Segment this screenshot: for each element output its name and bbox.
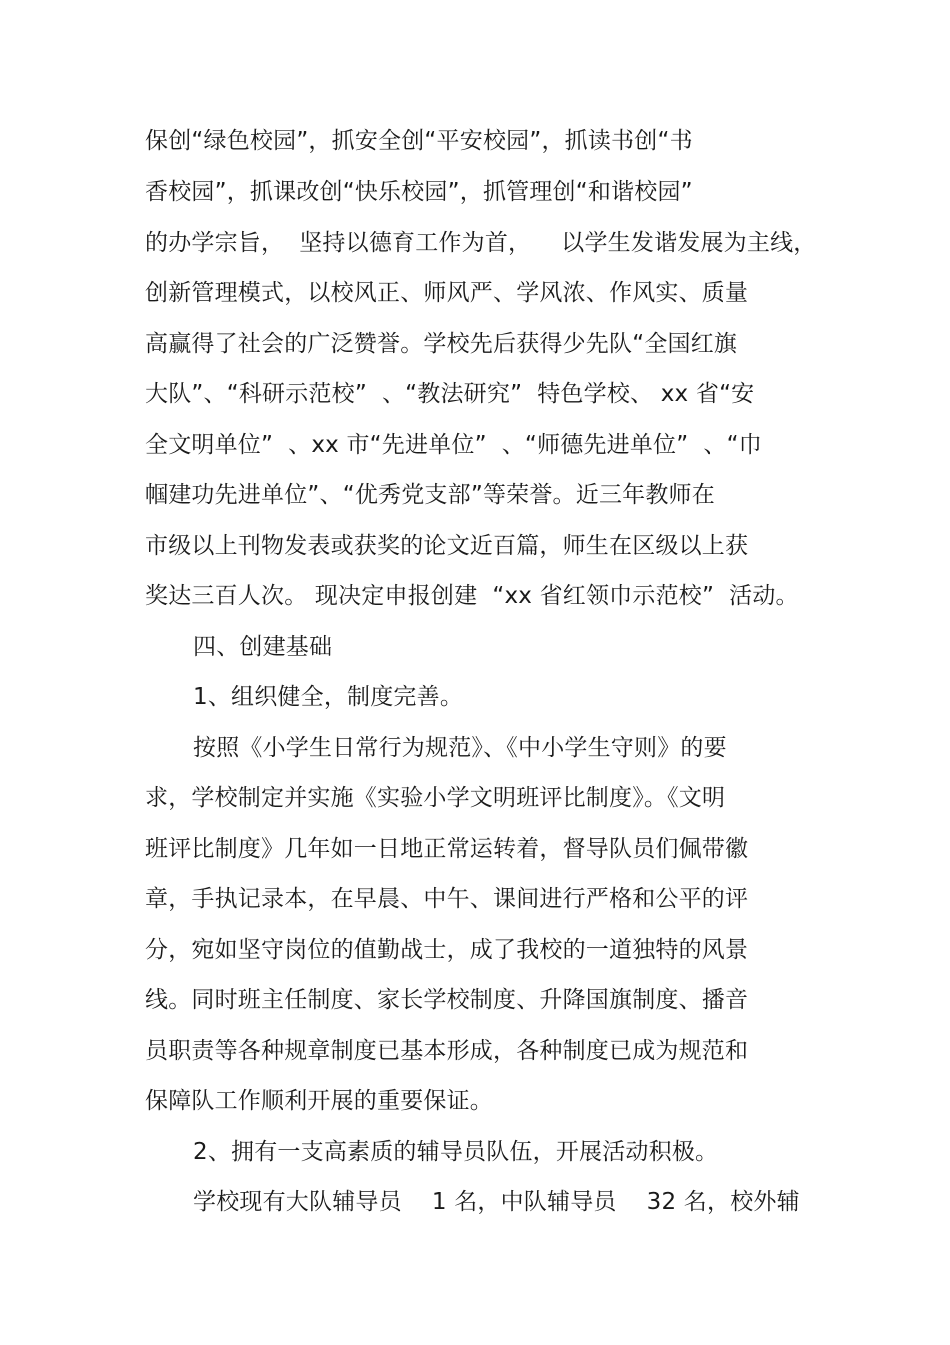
paragraph-line: 的办学宗旨， 坚持以德育工作为首， 以学生发谐发展为主线， [145,230,817,256]
paragraph-line: 线。同时班主任制度、家长学校制度、升降国旗制度、播音 [145,987,749,1013]
paragraph-line: 保障队工作顺利开展的重要保证。 [145,1088,493,1114]
paragraph-line: 帼建功先进单位”、“优秀党支部”等荣誉。近三年教师在 [145,482,715,508]
paragraph-line: 香校园”，抓课改创“快乐校园”，抓管理创“和谐校园” [145,179,693,205]
paragraph-line: 员职责等各种规章制度已基本形成，各种制度已成为规范和 [145,1038,749,1064]
paragraph-line: 大队”、“科研示范校” 、“教法研究” 特色学校、 xx 省“安 [145,381,755,407]
paragraph-line: 章，手执记录本，在早晨、中午、课间进行严格和公平的评 [145,886,749,912]
paragraph-line: 高赢得了社会的广泛赞誉。学校先后获得少先队“全国红旗 [145,331,738,357]
paragraph-line: 市级以上刊物发表或获奖的论文近百篇，师生在区级以上获 [145,533,749,559]
paragraph-line: 全文明单位” 、xx 市“先进单位” 、“师德先进单位” 、“巾 [145,432,762,458]
paragraph-line: 按照《小学生日常行为规范》、《中小学生守则》的要 [193,735,727,761]
paragraph-line: 创新管理模式，以校风正、师风严、学风浓、作风实、质量 [145,280,749,306]
paragraph-line: 奖达三百人次。 现决定申报创建 “xx 省红领巾示范校” 活动。 [145,583,799,609]
paragraph-line: 学校现有大队辅导员 1 名，中队辅导员 32 名，校外辅 [193,1189,800,1215]
paragraph-line: 求，学校制定并实施《实验小学文明班评比制度》。《文明 [145,785,726,811]
paragraph-line: 分，宛如坚守岗位的值勤战士，成了我校的一道独特的风景 [145,937,749,963]
section-heading: 四、创建基础 [193,634,333,660]
paragraph-line: 班评比制度》几年如一日地正常运转着，督导队员们佩带徽 [145,836,749,862]
paragraph-line: 保创“绿色校园”，抓安全创“平安校园”，抓读书创“书 [145,128,693,154]
subsection-heading: 1、组织健全，制度完善。 [193,684,464,710]
subsection-heading: 2、拥有一支高素质的辅导员队伍，开展活动积极。 [193,1139,719,1165]
